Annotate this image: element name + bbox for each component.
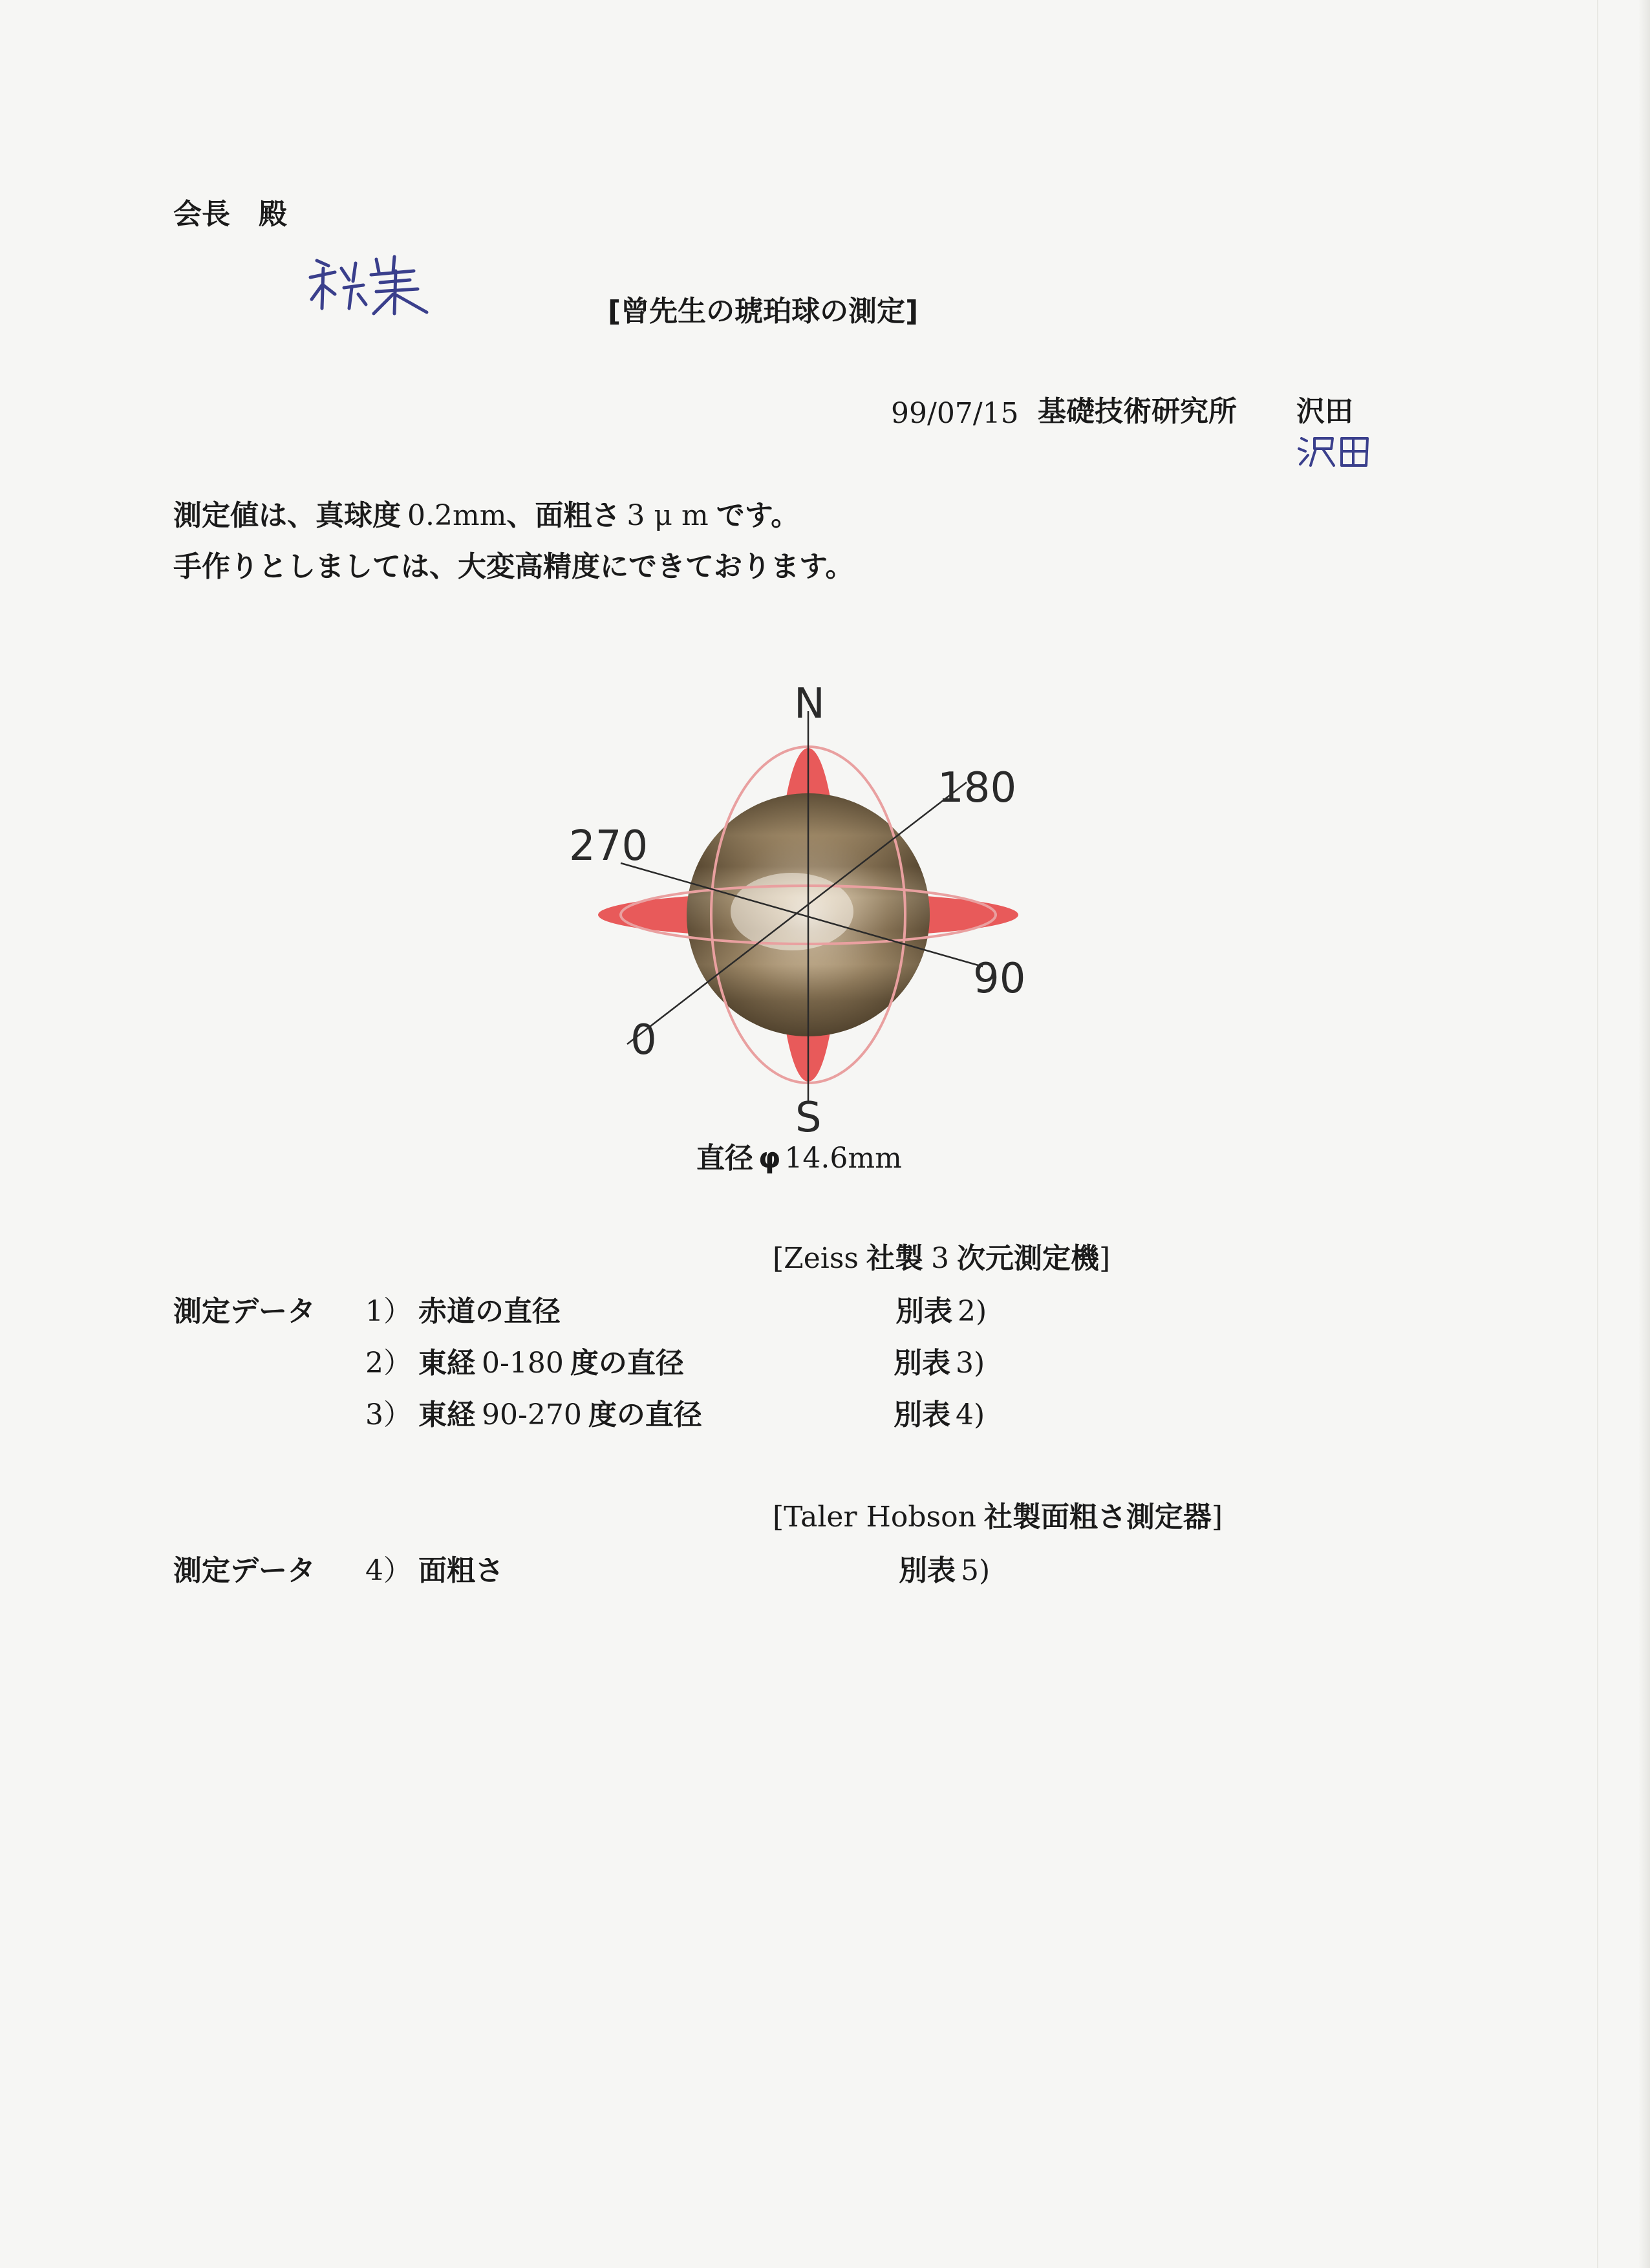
taler-heading: [Taler Hobson 社製面粗さ測定器] bbox=[773, 1501, 1223, 1534]
taler-data-label: 測定データ bbox=[173, 1554, 316, 1587]
zeiss-row-ref: 別表 3) bbox=[894, 1347, 985, 1380]
document-date: 99/07/15 bbox=[891, 397, 1019, 430]
addressee: 会長 殿 bbox=[173, 198, 287, 231]
figure-caption bbox=[696, 1144, 902, 1173]
scan-edge-shadow bbox=[1638, 0, 1650, 2268]
label-90: 90 bbox=[973, 955, 1026, 1003]
zeiss-row-ref: 別表 2) bbox=[895, 1295, 987, 1328]
summary-text-e: です。 bbox=[716, 499, 800, 532]
label-south: S bbox=[795, 1094, 822, 1142]
taler-row-ref: 別表 5) bbox=[899, 1554, 991, 1587]
author-signature bbox=[1296, 432, 1374, 472]
summary-text-c: 、面粗さ bbox=[506, 499, 621, 532]
zeiss-row: 3） 東経 90-270 度の直径 bbox=[365, 1398, 702, 1431]
summary-text-a: 測定値は、真球度 bbox=[173, 499, 401, 532]
roughness-value: 3 μ m bbox=[627, 499, 709, 532]
taler-row: 4） 面粗さ bbox=[365, 1554, 504, 1587]
amber-sphere-diagram bbox=[569, 679, 1060, 1183]
organization-name: 基礎技術研究所 bbox=[1038, 395, 1237, 428]
label-270: 270 bbox=[569, 822, 648, 870]
caption-phi: φ bbox=[758, 1142, 781, 1175]
caption-diameter: 直径 bbox=[696, 1142, 753, 1175]
label-north: N bbox=[794, 680, 825, 728]
summary-line-2: 手作りとしましては、大変高精度にできております。 bbox=[173, 550, 854, 583]
author-name: 沢田 bbox=[1296, 395, 1353, 428]
label-180: 180 bbox=[938, 764, 1017, 812]
label-0: 0 bbox=[630, 1016, 657, 1064]
caption-value: 14.6mm bbox=[784, 1142, 902, 1175]
summary-line-1 bbox=[173, 499, 800, 532]
zeiss-row: 2） 東経 0-180 度の直径 bbox=[365, 1347, 684, 1380]
zeiss-heading: [Zeiss 社製 3 次元測定機] bbox=[773, 1242, 1111, 1275]
zeiss-row-ref: 別表 4) bbox=[894, 1398, 985, 1431]
scan-edge-line bbox=[1597, 0, 1598, 2268]
document-title: [曾先生の琥珀球の測定] bbox=[608, 295, 919, 328]
zeiss-brand: Zeiss bbox=[784, 1242, 859, 1275]
zeiss-row: 1） 赤道の直径 bbox=[365, 1295, 561, 1328]
approval-signature bbox=[304, 249, 433, 320]
zeiss-data-label: 測定データ bbox=[173, 1295, 316, 1328]
sphericity-value: 0.2mm bbox=[407, 499, 507, 532]
taler-brand: Taler Hobson bbox=[784, 1501, 976, 1534]
